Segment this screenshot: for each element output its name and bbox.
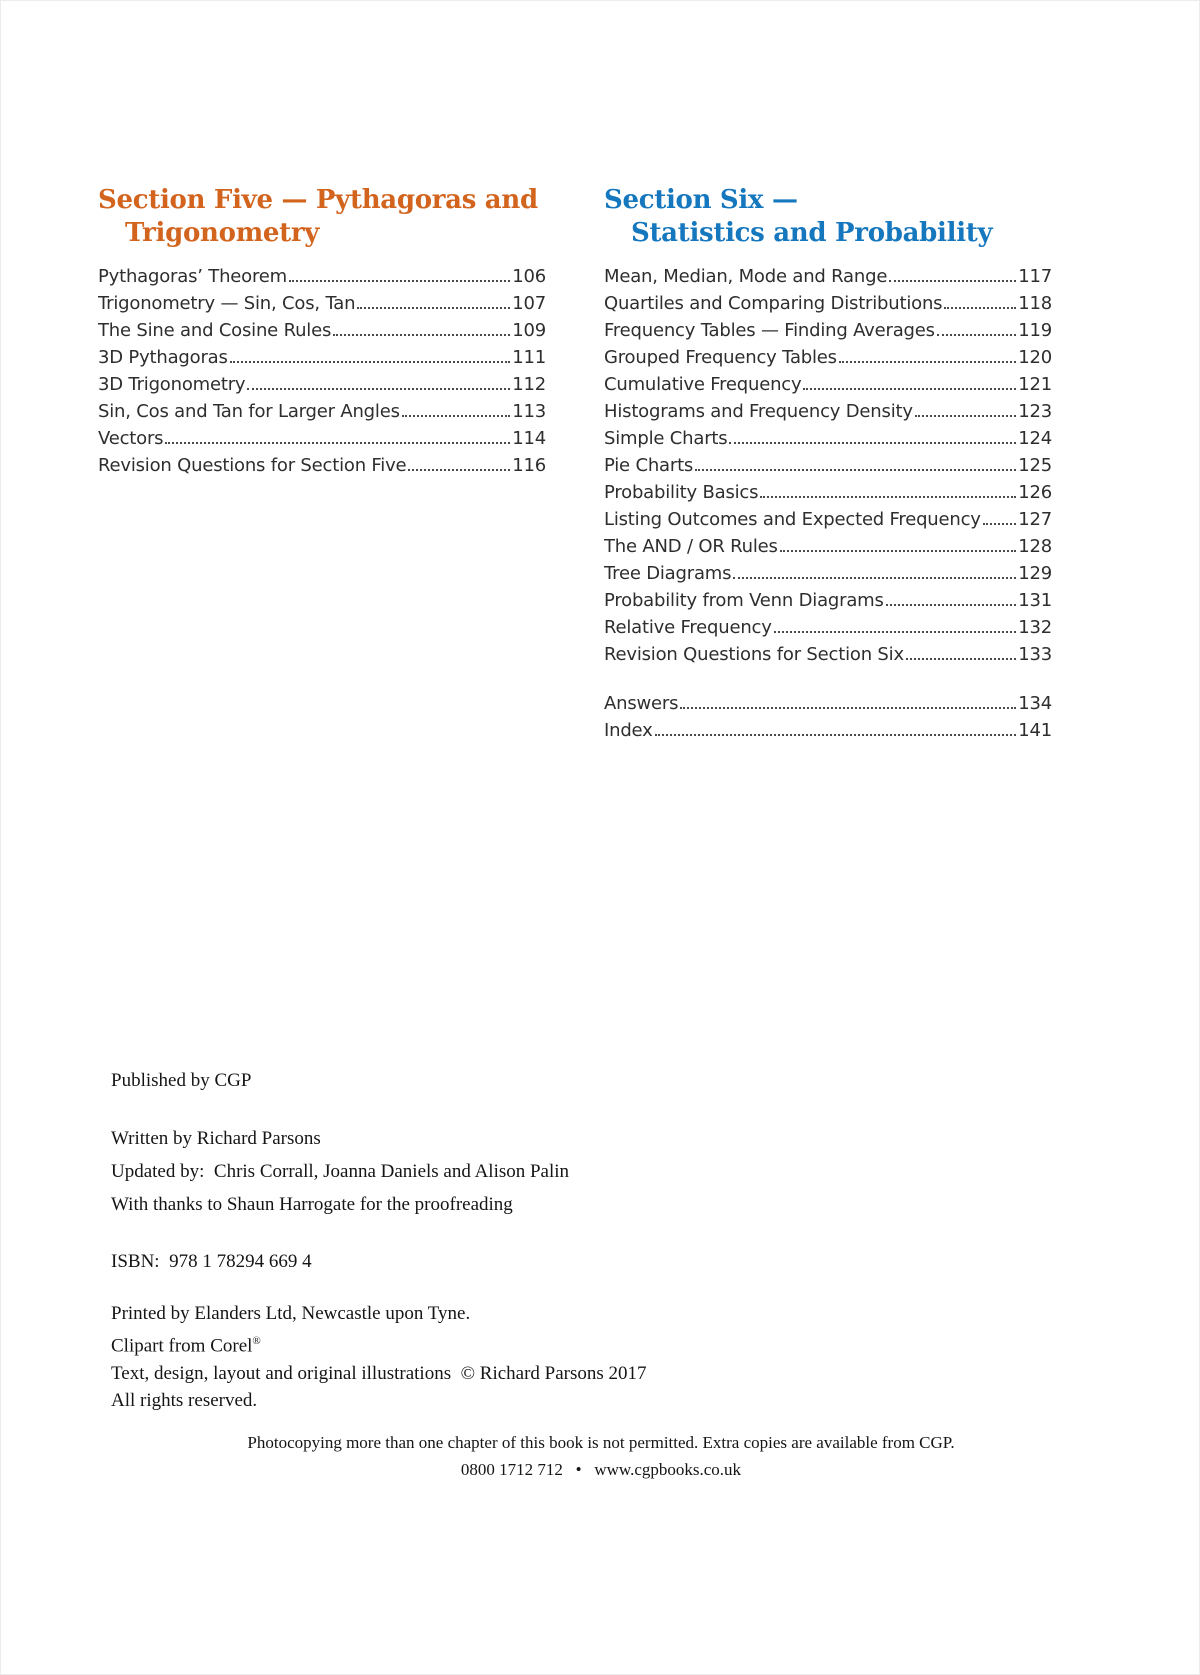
toc-entry-page-number: 106 (512, 266, 546, 287)
section-five-heading-line2: Trigonometry (125, 218, 320, 248)
toc-entry-page-number: 123 (1018, 401, 1052, 422)
toc-entry-row (604, 314, 1052, 341)
toc-entry-label: Tree Diagrams (604, 563, 732, 584)
toc-entry-page-number: 128 (1018, 536, 1052, 557)
toc-entry-label: 3D Pythagoras (98, 347, 228, 368)
toc-entry-page-number: 109 (512, 320, 546, 341)
toc-entry-label: Pythagoras’ Theorem (98, 266, 287, 287)
toc-entry-page-number: 120 (1018, 347, 1052, 368)
toc-entry-page-number: 116 (512, 455, 546, 476)
toc-entry-page-number: 125 (1018, 455, 1052, 476)
dot-leader (357, 307, 510, 309)
toc-entry-label: The Sine and Cosine Rules (98, 320, 332, 341)
dot-leader (889, 280, 1016, 282)
clipart-text: Clipart from Corel (111, 1335, 253, 1357)
toc-entry-page-number: 107 (512, 293, 546, 314)
toc-entry-row (98, 287, 546, 314)
toc-entry-page-number: 129 (1018, 563, 1052, 584)
dot-leader (247, 388, 510, 390)
toc-entry-row (604, 530, 1052, 557)
toc-entry-label: Revision Questions for Section Six (604, 644, 904, 665)
toc-entry-page-number: 141 (1018, 720, 1052, 741)
toc-entry-label: Vectors (98, 428, 164, 449)
toc-entry-label: Histograms and Frequency Density (604, 401, 913, 422)
toc-entry-page-number: 118 (1018, 293, 1052, 314)
dot-leader (289, 280, 510, 282)
rights-line: All rights reserved. (111, 1390, 258, 1411)
toc-entry-label: Quartiles and Comparing Distributions (604, 293, 943, 314)
toc-entry-row (98, 395, 546, 422)
toc-entry-page-number: 134 (1018, 693, 1052, 714)
toc-entry-row (98, 341, 546, 368)
toc-entry-label: Listing Outcomes and Expected Frequency (604, 509, 981, 530)
toc-entry-page-number: 121 (1018, 374, 1052, 395)
dot-leader (230, 361, 511, 363)
section-six-column (604, 184, 1052, 741)
section-five-heading-line1: Section Five — Pythagoras and (98, 185, 538, 215)
published-by-line: Published by CGP (111, 1070, 252, 1091)
toc-entry-page-number: 111 (512, 347, 546, 368)
dot-leader (402, 415, 510, 417)
toc-entry-page-number: 113 (512, 401, 546, 422)
toc-entry-row (604, 714, 1052, 741)
dot-leader (695, 469, 1016, 471)
photocopy-notice-line: Photocopying more than one chapter of this book is not permitted. Extra copies are available from CGP. (247, 1433, 955, 1452)
dot-leader (655, 734, 1017, 736)
dot-leader (680, 707, 1016, 709)
toc-entry-row (604, 341, 1052, 368)
toc-entry-label: Relative Frequency (604, 617, 772, 638)
section-five-heading (98, 184, 546, 250)
dot-leader (165, 442, 510, 444)
section-five-column (98, 184, 546, 476)
isbn-line: ISBN: 978 1 78294 669 4 (111, 1251, 312, 1272)
toc-entry-label: 3D Trigonometry (98, 374, 246, 395)
toc-entry-label: Simple Charts (604, 428, 728, 449)
toc-entry-row (98, 422, 546, 449)
toc-entry-label: Revision Questions for Section Five (98, 455, 407, 476)
toc-entry-label: Probability from Venn Diagrams (604, 590, 884, 611)
dot-leader (760, 496, 1016, 498)
toc-entry-label: Index (604, 720, 653, 741)
dot-leader (803, 388, 1016, 390)
toc-entry-label: Trigonometry — Sin, Cos, Tan (98, 293, 356, 314)
toc-entry-row (604, 395, 1052, 422)
toc-entry-page-number: 114 (512, 428, 546, 449)
written-by-line: Written by Richard Parsons (111, 1128, 321, 1149)
toc-entry-label: Cumulative Frequency (604, 374, 802, 395)
section-six-heading-line2: Statistics and Probability (631, 218, 993, 248)
section-six-heading (604, 184, 1052, 250)
updated-by-line: Updated by: Chris Corrall, Joanna Daniels and Alison Palin (111, 1161, 570, 1182)
dot-leader (729, 442, 1016, 444)
toc-entry-page-number: 112 (512, 374, 546, 395)
toc-entry-page-number: 127 (1018, 509, 1052, 530)
toc-entry-label: Frequency Tables — Finding Averages (604, 320, 935, 341)
toc-entry-page-number: 131 (1018, 590, 1052, 611)
toc-entry-label: Grouped Frequency Tables (604, 347, 837, 368)
toc-entry-label: Probability Basics (604, 482, 759, 503)
toc-entry-page-number: 133 (1018, 644, 1052, 665)
toc-entry-row (604, 687, 1052, 714)
clipart-line (111, 1329, 261, 1358)
toc-entry-row (98, 368, 546, 395)
dot-leader (774, 631, 1017, 633)
dot-leader (983, 523, 1016, 525)
dot-leader (886, 604, 1017, 606)
toc-entry-page-number: 124 (1018, 428, 1052, 449)
thanks-line: With thanks to Shaun Harrogate for the proofreading (111, 1194, 513, 1215)
toc-entry-label: The AND / OR Rules (604, 536, 778, 557)
section-six-heading-line1: Section Six — (604, 185, 798, 215)
dot-leader (780, 550, 1017, 552)
dot-leader (915, 415, 1016, 417)
toc-entry-row (604, 422, 1052, 449)
toc-entry-row (604, 584, 1052, 611)
toc-entry-row (604, 449, 1052, 476)
toc-entry-label: Sin, Cos and Tan for Larger Angles (98, 401, 400, 422)
toc-entry-row (98, 449, 546, 476)
section-six-toc-list (604, 260, 1052, 665)
dot-leader (839, 361, 1016, 363)
toc-entry-label: Pie Charts (604, 455, 694, 476)
dot-leader (937, 334, 1016, 336)
toc-entry-label: Mean, Median, Mode and Range (604, 266, 888, 287)
toc-entry-row (98, 260, 546, 287)
dot-leader (333, 334, 510, 336)
dot-leader (733, 577, 1016, 579)
toc-entry-row (604, 260, 1052, 287)
toc-entry-page-number: 119 (1018, 320, 1052, 341)
registered-mark: ® (252, 1335, 261, 1347)
toc-entry-row (604, 557, 1052, 584)
toc-entry-row (98, 314, 546, 341)
toc-entry-page-number: 126 (1018, 482, 1052, 503)
toc-entry-page-number: 117 (1018, 266, 1052, 287)
dot-leader (906, 658, 1016, 660)
toc-entry-row (604, 368, 1052, 395)
toc-entry-label: Answers (604, 693, 679, 714)
toc-entry-row (604, 287, 1052, 314)
toc-entry-row (604, 638, 1052, 665)
printed-by-line: Printed by Elanders Ltd, Newcastle upon Tyne. (111, 1303, 471, 1324)
toc-entry-row (604, 611, 1052, 638)
contact-line: 0800 1712 712 • www.cgpbooks.co.uk (460, 1460, 742, 1479)
copyright-line: Text, design, layout and original illustrations © Richard Parsons 2017 (111, 1363, 647, 1384)
answers-index-toc-list (604, 687, 1052, 741)
section-five-toc-list (98, 260, 546, 476)
dot-leader (944, 307, 1016, 309)
toc-entry-row (604, 476, 1052, 503)
dot-leader (408, 469, 510, 471)
toc-entry-row (604, 503, 1052, 530)
toc-entry-page-number: 132 (1018, 617, 1052, 638)
